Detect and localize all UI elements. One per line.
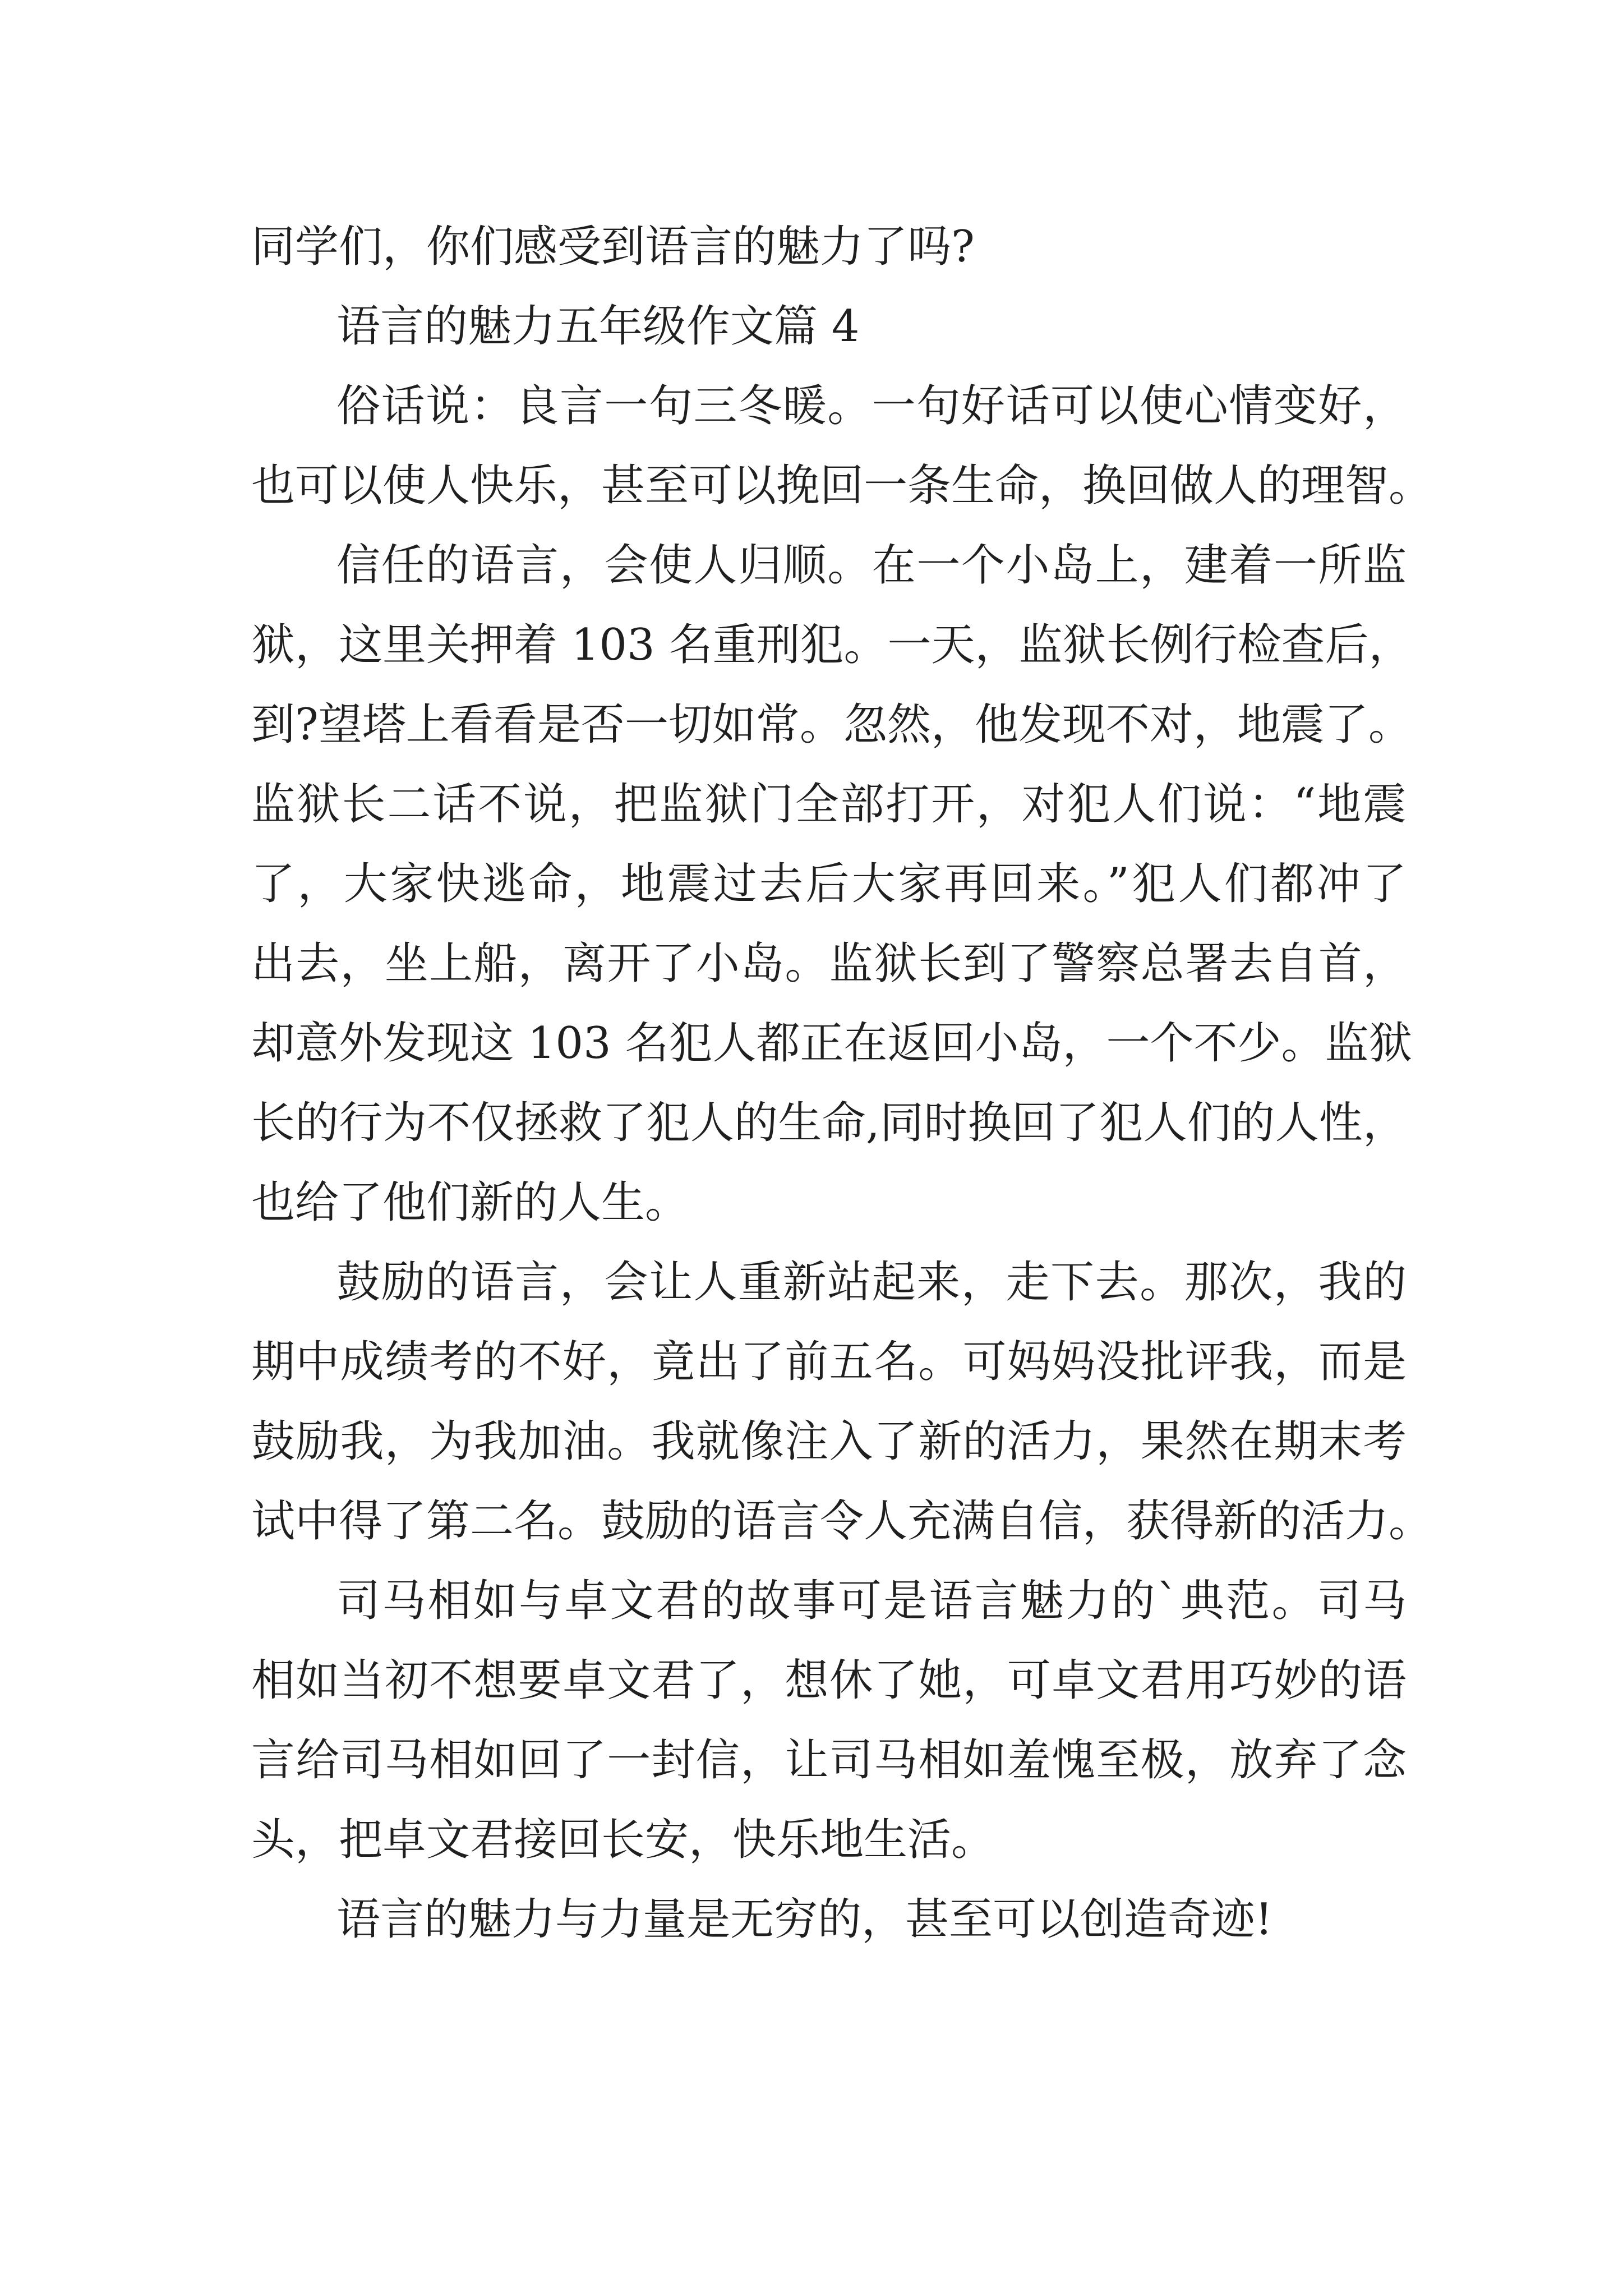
text-line: 了，大家快逃命，地震过去后大家再回来。”犯人们都冲了 bbox=[251, 859, 1407, 909]
text-line: 出去，坐上船，离开了小岛。监狱长到了警察总署去自首， bbox=[251, 938, 1407, 989]
text-line: 同学们，你们感受到语言的魅力了吗? bbox=[251, 222, 975, 272]
text-line: 信任的语言，会使人归顺。在一个小岛上，建着一所监 bbox=[336, 540, 1407, 591]
text-line: 却意外发现这 103 名犯人都正在返回小岛，一个不少。监狱 bbox=[251, 1018, 1413, 1069]
text-line: 也给了他们新的人生。 bbox=[251, 1177, 689, 1228]
text-line: 监狱长二话不说，把监狱门全部打开，对犯人们说：“地震 bbox=[251, 779, 1407, 830]
text-line: 鼓励我，为我加油。我就像注入了新的活力，果然在期末考 bbox=[251, 1416, 1407, 1467]
text-line: 鼓励的语言，会让人重新站起来，走下去。那次，我的 bbox=[336, 1257, 1407, 1308]
text-line: 头，把卓文君接回长安，快乐地生活。 bbox=[251, 1815, 995, 1865]
text-line: 相如当初不想要卓文君了，想休了她，可卓文君用巧妙的语 bbox=[251, 1655, 1407, 1706]
text-line: 也可以使人快乐，甚至可以挽回一条生命，换回做人的理智。 bbox=[251, 461, 1433, 511]
text-line: 俗话说：良言一句三冬暖。一句好话可以使心情变好， bbox=[336, 381, 1407, 431]
text-line: 期中成绩考的不好，竟出了前五名。可妈妈没批评我，而是 bbox=[251, 1337, 1407, 1387]
text-line: 试中得了第二名。鼓励的语言令人充满自信，获得新的活力。 bbox=[251, 1496, 1433, 1547]
text-line: 言给司马相如回了一封信，让司马相如羞愧至极，放弃了念 bbox=[251, 1735, 1407, 1786]
section-heading: 语言的魅力五年级作文篇 4 bbox=[336, 301, 860, 352]
text-line: 狱，这里关押着 103 名重刑犯。一天，监狱长例行检查后， bbox=[251, 620, 1413, 670]
text-line: 到?望塔上看看是否一切如常。忽然，他发现不对，地震了。 bbox=[251, 700, 1412, 750]
text-line: 司马相如与卓文君的故事可是语言魅力的`典范。司马 bbox=[336, 1576, 1407, 1626]
text-line: 语言的魅力与力量是无穷的，甚至可以创造奇迹! bbox=[336, 1894, 1273, 1945]
text-line: 长的行为不仅拯救了犯人的生命,同时换回了犯人们的人性， bbox=[251, 1098, 1407, 1148]
